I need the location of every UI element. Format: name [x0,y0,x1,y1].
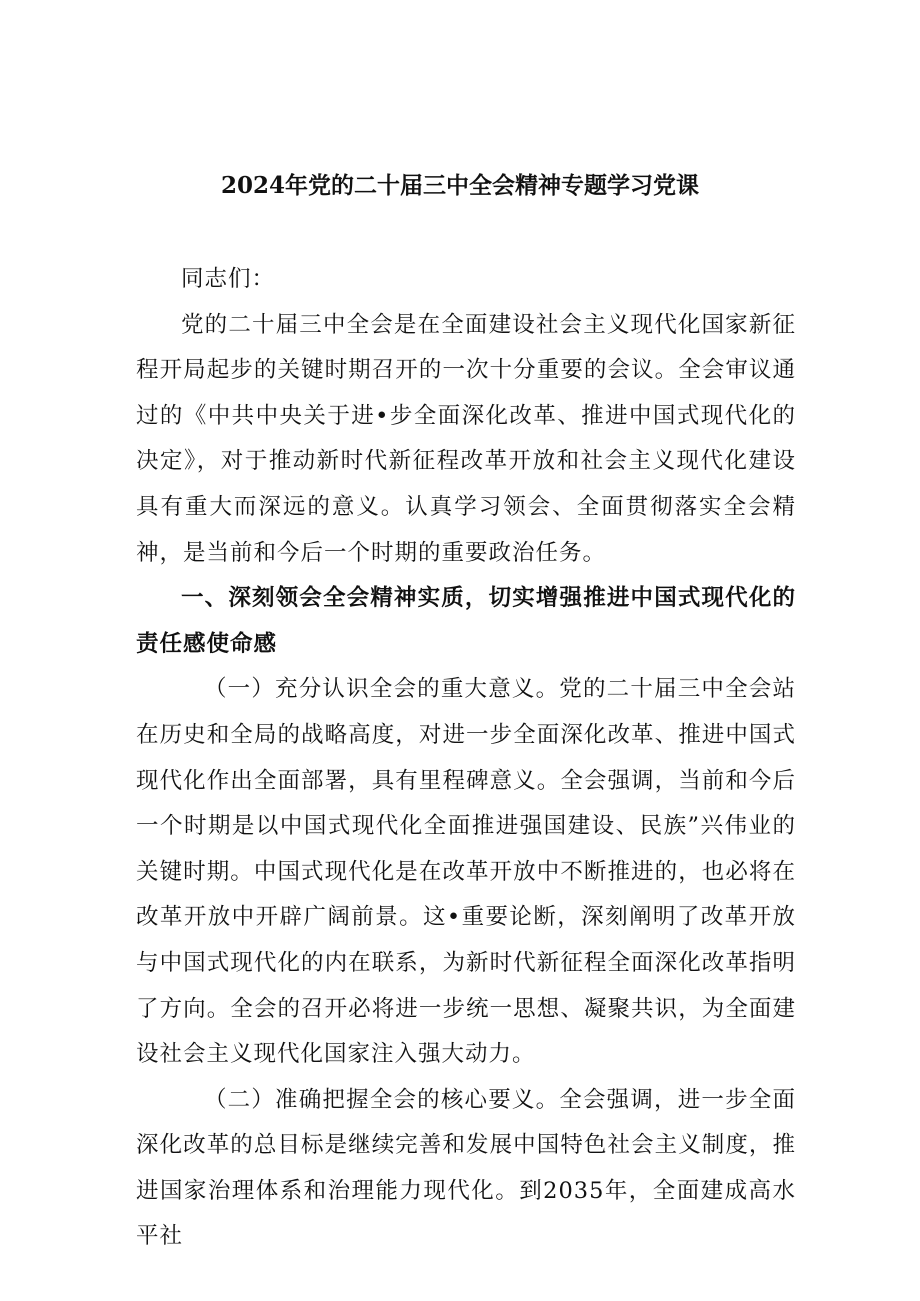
document-title: 2024年党的二十届三中全会精神专题学习党课 [220,172,699,199]
salutation: 同志们： [181,266,276,292]
document-body [136,257,796,1260]
subsection-paragraph-1: （一）充分认识全会的重大意义。党的二十届三中全会站在历史和全局的战略高度，对进一步全面深化改革、推进中国式现代化作出全面部署，具有里程碑意义。全会强调，当前和今后一个时期是以中国式现代化全面推进强国建设、民族”兴伟业的关键时期。中国式现代化是在改革开放中不断推进的，也必将在改革开放中开辟广阔前景。这•重要论断，深刻阐明了改革开放与中国式现代化的内在联系，为新时代新征程全面深化改革指明了方向。全会的召开必将进一步统一思想、凝聚共识，为全面建设社会主义现代化国家注入强大动力。 [136,676,796,1068]
intro-paragraph: 党的二十届三中全会是在全面建设社会主义现代化国家新征程开局起步的关键时期召开的一次十分重要的会议。全会审议通过的《中共中央关于进•步全面深化改革、推进中国式现代化的决定》，对于推动新时代新征程改革开放和社会主义现代化建设具有重大而深远的意义。认真学习领会、全面贯彻落实全会精神，是当前和今后一个时期的重要政治任务。 [136,311,796,566]
subsection-paragraph-2: （二）准确把握全会的核心要义。全会强调，进一步全面深化改革的总目标是继续完善和发展中国特色社会主义制度，推进国家治理体系和治理能力现代化。到2035年，全面建成高水平社 [136,1086,796,1250]
section-heading-1: 一、深刻领会全会精神实质，切实增强推进中国式现代化的责任感使命感 [136,585,796,657]
